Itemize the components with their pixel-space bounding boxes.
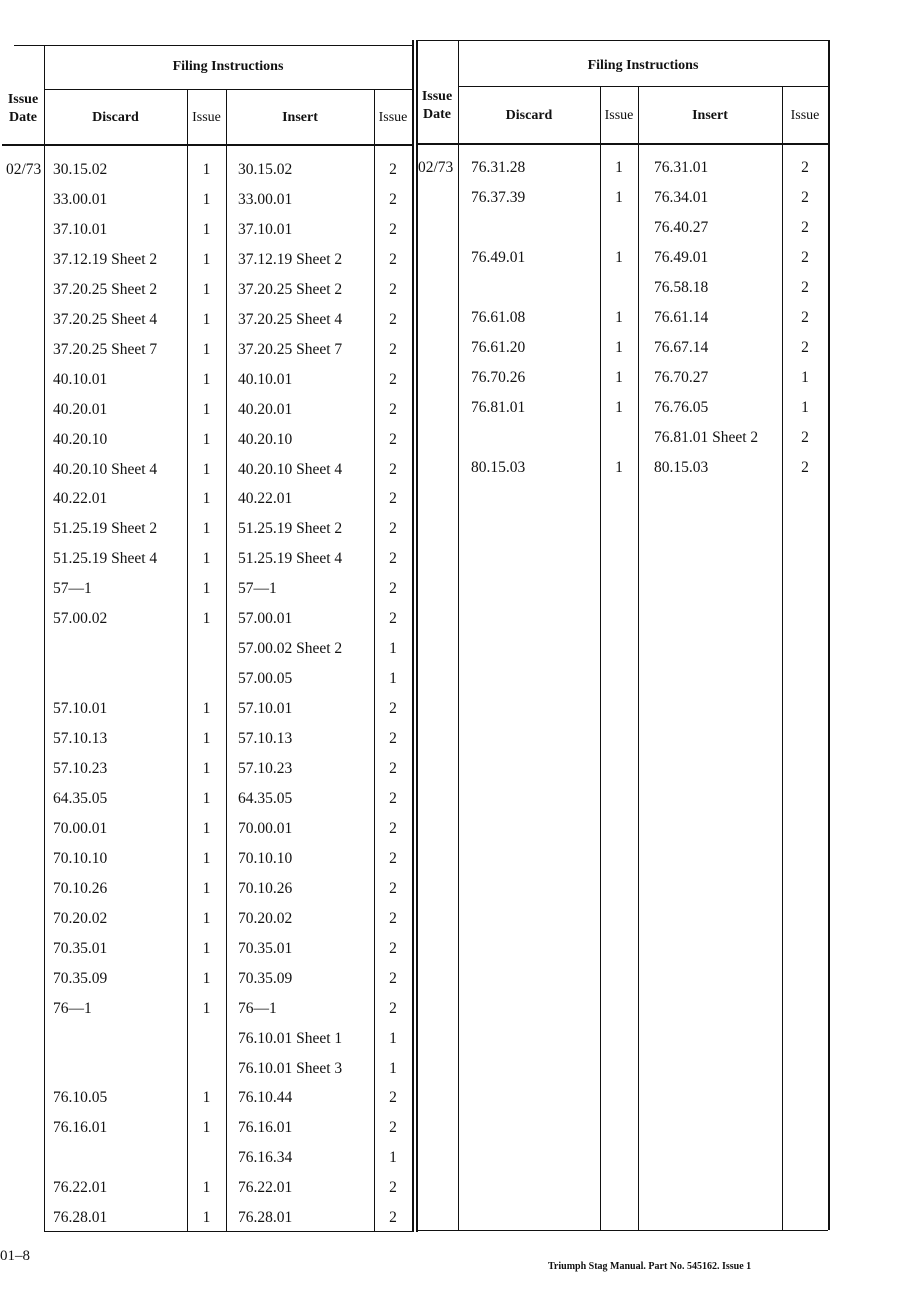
left-insert-issue-cell: 2 <box>389 340 397 358</box>
left-issue-date: 02/73 <box>6 161 42 178</box>
right-col-issue1-rule <box>600 86 601 1230</box>
left-discard-issue-cell: 1 <box>202 250 211 268</box>
left-insert-cell: 57.10.13 <box>238 730 293 748</box>
left-discard-issue-cell: 1 <box>202 760 211 777</box>
left-discard-issue-cell: 1 <box>202 220 211 238</box>
left-discard-cell: 57.10.23 <box>53 760 108 777</box>
left-insert-cell: 57—1 <box>238 580 277 598</box>
left-discard-issue-cell: 1 <box>202 969 211 987</box>
left-table-top-rule <box>14 45 412 46</box>
right-discard-cell: 76.61.08 <box>471 309 526 326</box>
left-discard-cell: 37.20.25 Sheet 2 <box>53 280 158 298</box>
left-discard-cell: 70.10.26 <box>53 879 108 897</box>
right-discard-issue-cell: 1 <box>615 459 623 476</box>
left-insert-cell: 70.10.10 <box>238 849 293 867</box>
left-discard-cell: 76.28.01 <box>53 1209 108 1227</box>
right-insert-issue-cell: 1 <box>801 369 809 386</box>
center-divider-rule-a <box>412 40 414 1232</box>
left-insert-cell: 76—1 <box>238 999 277 1017</box>
left-discard-issue-cell: 1 <box>202 430 211 448</box>
left-issue-date-line1: Issue <box>7 92 39 107</box>
right-discard-heading: Discard <box>505 108 553 123</box>
right-discard-cell: 76.31.28 <box>471 159 526 176</box>
left-insert-cell: 51.25.19 Sheet 4 <box>238 550 343 568</box>
left-discard-cell: 57—1 <box>53 580 92 598</box>
right-insert-cell: 80.15.03 <box>654 459 709 476</box>
left-insert-issue-cell: 2 <box>389 909 397 927</box>
right-table-top-rule <box>416 40 828 41</box>
left-discard-issue-cell: 1 <box>202 610 211 628</box>
left-issue-date-line2: Date <box>9 110 37 125</box>
left-insert-issue-cell: 2 <box>389 789 397 807</box>
right-insert-issue-cell: 2 <box>801 219 809 236</box>
left-insert-issue-cell: 2 <box>389 161 397 178</box>
left-discard-issue-cell: 1 <box>202 340 211 358</box>
left-insert-cell: 40.10.01 <box>238 370 293 388</box>
left-insert-issue-cell: 2 <box>389 490 397 508</box>
left-subheader-rule <box>44 89 412 90</box>
left-insert-issue-cell: 2 <box>389 1089 397 1107</box>
left-insert-issue-cell: 2 <box>389 700 397 718</box>
left-insert-issue-cell: 2 <box>389 520 397 538</box>
right-issue-date-line2: Date <box>423 107 451 122</box>
left-insert-cell: 70.35.09 <box>238 969 293 987</box>
right-discard-cell: 76.49.01 <box>471 249 526 266</box>
left-discard-cell: 30.15.02 <box>53 161 108 178</box>
right-insert-cell: 76.67.14 <box>654 339 709 356</box>
left-header-bottom-rule <box>2 144 412 146</box>
right-insert-issue-cell: 2 <box>801 249 809 266</box>
left-discard-cell: 76.22.01 <box>53 1179 108 1197</box>
left-discard-cell: 70.10.10 <box>53 849 108 867</box>
left-discard-cell: 37.20.25 Sheet 7 <box>53 340 158 358</box>
left-discard-cell: 33.00.01 <box>53 190 108 208</box>
left-insert-issue-cell: 2 <box>389 969 397 987</box>
left-insert-cell: 40.20.10 Sheet 4 <box>238 460 343 478</box>
left-insert-cell: 57.00.02 Sheet 2 <box>238 640 343 658</box>
left-insert-cell: 70.10.26 <box>238 879 293 897</box>
left-insert-issue-cell: 2 <box>389 190 397 208</box>
right-insert-issue-heading: Issue <box>790 108 820 123</box>
left-discard-cell: 76—1 <box>53 999 92 1017</box>
left-discard-cell: 70.35.09 <box>53 969 108 987</box>
left-discard-issue-cell: 1 <box>202 819 211 837</box>
left-insert-cell: 76.10.44 <box>238 1089 293 1107</box>
right-col-date-rule <box>458 40 459 1230</box>
right-insert-heading: Insert <box>692 108 728 123</box>
left-insert-cell: 37.10.01 <box>238 220 293 238</box>
left-insert-issue-cell: 2 <box>389 370 397 388</box>
left-discard-heading: Discard <box>92 110 139 125</box>
left-discard-issue-cell: 1 <box>202 730 211 748</box>
left-insert-issue-cell: 2 <box>389 220 397 238</box>
left-discard-issue-cell: 1 <box>202 1179 211 1197</box>
left-insert-cell: 57.10.01 <box>238 700 293 718</box>
left-insert-cell: 76.16.01 <box>238 1119 293 1137</box>
left-insert-cell: 40.20.10 <box>238 430 293 448</box>
left-discard-issue-cell: 1 <box>202 879 211 897</box>
right-insert-cell: 76.40.27 <box>654 219 709 236</box>
left-insert-issue-cell: 2 <box>389 580 397 598</box>
right-insert-issue-cell: 2 <box>801 189 809 206</box>
left-insert-cell: 51.25.19 Sheet 2 <box>238 520 343 538</box>
right-insert-cell: 76.76.05 <box>654 399 709 416</box>
manual-part-info: Triumph Stag Manual. Part No. 545162. Issue 1 <box>548 1261 752 1272</box>
left-insert-cell: 76.22.01 <box>238 1179 293 1197</box>
left-discard-issue-cell: 1 <box>202 161 211 178</box>
left-insert-issue-cell: 2 <box>389 819 397 837</box>
left-discard-issue-cell: 1 <box>202 520 211 538</box>
left-discard-cell: 64.35.05 <box>53 789 108 807</box>
left-discard-issue-heading: Issue <box>192 110 221 125</box>
left-discard-cell: 76.10.05 <box>53 1089 108 1107</box>
left-insert-cell: 57.10.23 <box>238 760 293 777</box>
left-insert-issue-cell: 2 <box>389 400 397 418</box>
left-insert-cell: 70.00.01 <box>238 819 293 837</box>
right-insert-issue-cell: 2 <box>801 429 809 446</box>
right-issue-date-line1: Issue <box>421 89 453 104</box>
left-discard-issue-cell: 1 <box>202 190 211 208</box>
right-insert-cell: 76.31.01 <box>654 159 709 176</box>
left-insert-cell: 57.00.01 <box>238 610 293 628</box>
right-filing-instructions-heading: Filing Instructions <box>587 58 699 73</box>
right-discard-issue-cell: 1 <box>615 189 623 206</box>
right-insert-issue-cell: 1 <box>801 399 809 416</box>
right-subheader-rule <box>458 86 828 87</box>
left-insert-heading: Insert <box>282 110 318 125</box>
left-insert-cell: 37.20.25 Sheet 2 <box>238 280 343 298</box>
left-discard-cell: 37.20.25 Sheet 4 <box>53 310 158 328</box>
right-issue-date-heading <box>416 88 458 124</box>
left-discard-cell: 40.10.01 <box>53 370 108 388</box>
right-discard-cell: 76.61.20 <box>471 339 526 356</box>
right-insert-issue-cell: 2 <box>801 309 809 326</box>
left-insert-issue-cell: 2 <box>389 939 397 957</box>
left-discard-issue-cell: 1 <box>202 700 211 718</box>
left-insert-issue-cell: 2 <box>389 760 397 777</box>
right-discard-issue-heading: Issue <box>604 108 634 123</box>
right-insert-issue-cell: 2 <box>801 159 809 176</box>
left-insert-issue-cell: 2 <box>389 430 397 448</box>
left-discard-cell: 40.20.10 <box>53 430 108 448</box>
left-insert-cell: 76.16.34 <box>238 1149 293 1167</box>
left-insert-cell: 76.10.01 Sheet 3 <box>238 1059 343 1077</box>
right-header-bottom-rule <box>416 143 828 145</box>
left-discard-issue-cell: 1 <box>202 460 211 478</box>
right-insert-cell: 76.61.14 <box>654 309 709 326</box>
right-discard-cell: 76.37.39 <box>471 189 526 206</box>
left-insert-cell: 40.22.01 <box>238 490 293 508</box>
left-col-issue2-rule <box>374 89 375 1231</box>
left-insert-cell: 30.15.02 <box>238 161 293 178</box>
left-insert-cell: 57.00.05 <box>238 670 293 688</box>
left-discard-cell: 40.22.01 <box>53 490 108 508</box>
left-col-date-rule <box>44 45 45 1231</box>
left-discard-issue-cell: 1 <box>202 999 211 1017</box>
left-insert-cell: 37.20.25 Sheet 7 <box>238 340 343 358</box>
left-discard-issue-cell: 1 <box>202 580 211 598</box>
left-insert-issue-cell: 2 <box>389 849 397 867</box>
left-insert-issue-cell: 2 <box>389 460 397 478</box>
left-discard-issue-cell: 1 <box>202 550 211 568</box>
left-insert-issue-heading: Issue <box>378 110 408 125</box>
right-insert-cell: 76.58.18 <box>654 279 709 296</box>
left-discard-issue-cell: 1 <box>202 939 211 957</box>
right-insert-issue-cell: 2 <box>801 279 809 296</box>
left-discard-cell: 37.10.01 <box>53 220 108 238</box>
left-discard-issue-cell: 1 <box>202 1209 211 1227</box>
right-table-bottom-rule <box>416 1230 828 1231</box>
right-insert-cell: 76.49.01 <box>654 249 709 266</box>
right-insert-cell: 76.70.27 <box>654 369 709 386</box>
left-discard-issue-cell: 1 <box>202 310 211 328</box>
right-insert-issue-cell: 2 <box>801 339 809 356</box>
left-col-insert-rule <box>226 89 227 1231</box>
left-insert-issue-cell: 2 <box>389 310 397 328</box>
center-divider-rule-b <box>416 40 418 1232</box>
left-insert-cell: 70.35.01 <box>238 939 293 957</box>
left-discard-cell: 37.12.19 Sheet 2 <box>53 250 158 268</box>
left-insert-issue-cell: 1 <box>389 1059 397 1077</box>
left-insert-issue-cell: 2 <box>389 1119 397 1137</box>
left-discard-cell: 70.00.01 <box>53 819 108 837</box>
left-discard-cell: 70.20.02 <box>53 909 108 927</box>
left-insert-issue-cell: 2 <box>389 879 397 897</box>
right-discard-cell: 80.15.03 <box>471 459 526 476</box>
left-insert-issue-cell: 1 <box>389 670 397 688</box>
right-discard-issue-cell: 1 <box>615 309 623 326</box>
left-discard-issue-cell: 1 <box>202 1119 211 1137</box>
left-discard-issue-cell: 1 <box>202 400 211 418</box>
left-insert-cell: 37.12.19 Sheet 2 <box>238 250 343 268</box>
page-number: 01–8 <box>0 1248 30 1264</box>
left-insert-issue-cell: 2 <box>389 730 397 748</box>
left-insert-cell: 76.28.01 <box>238 1209 293 1227</box>
left-discard-issue-cell: 1 <box>202 280 211 298</box>
left-insert-cell: 33.00.01 <box>238 190 293 208</box>
left-insert-issue-cell: 2 <box>389 999 397 1017</box>
left-insert-cell: 64.35.05 <box>238 789 293 807</box>
right-discard-issue-cell: 1 <box>615 159 623 176</box>
left-filing-instructions-heading: Filing Instructions <box>172 59 284 74</box>
left-insert-issue-cell: 2 <box>389 1209 397 1227</box>
right-discard-cell: 76.81.01 <box>471 399 526 416</box>
left-insert-issue-cell: 2 <box>389 550 397 568</box>
right-discard-issue-cell: 1 <box>615 399 623 416</box>
left-discard-issue-cell: 1 <box>202 789 211 807</box>
left-discard-issue-cell: 1 <box>202 1089 211 1107</box>
left-insert-cell: 37.20.25 Sheet 4 <box>238 310 343 328</box>
left-insert-cell: 76.10.01 Sheet 1 <box>238 1029 343 1047</box>
left-insert-cell: 70.20.02 <box>238 909 293 927</box>
left-discard-cell: 57.10.01 <box>53 700 108 718</box>
right-discard-cell: 76.70.26 <box>471 369 526 386</box>
right-insert-cell: 76.81.01 Sheet 2 <box>654 429 759 446</box>
right-col-insert-rule <box>638 86 639 1230</box>
left-discard-issue-cell: 1 <box>202 909 211 927</box>
left-insert-issue-cell: 1 <box>389 1029 397 1047</box>
left-discard-cell: 40.20.10 Sheet 4 <box>53 460 158 478</box>
right-table-edge-rule <box>828 40 830 1230</box>
left-discard-cell: 40.20.01 <box>53 400 108 418</box>
right-issue-date: 02/73 <box>418 159 454 176</box>
left-discard-cell: 57.10.13 <box>53 730 108 748</box>
right-discard-issue-cell: 1 <box>615 249 623 266</box>
left-issue-date-heading <box>2 91 44 127</box>
left-insert-issue-cell: 2 <box>389 250 397 268</box>
left-discard-issue-cell: 1 <box>202 490 211 508</box>
left-discard-cell: 51.25.19 Sheet 2 <box>53 520 158 538</box>
left-discard-cell: 70.35.01 <box>53 939 108 957</box>
left-discard-cell: 51.25.19 Sheet 4 <box>53 550 158 568</box>
left-discard-cell: 57.00.02 <box>53 610 108 628</box>
left-insert-issue-cell: 2 <box>389 280 397 298</box>
left-discard-issue-cell: 1 <box>202 849 211 867</box>
left-discard-cell: 76.16.01 <box>53 1119 108 1137</box>
right-insert-issue-cell: 2 <box>801 459 809 476</box>
left-insert-cell: 40.20.01 <box>238 400 293 418</box>
left-insert-issue-cell: 1 <box>389 640 397 658</box>
left-discard-issue-cell: 1 <box>202 370 211 388</box>
left-insert-issue-cell: 1 <box>389 1149 397 1167</box>
left-insert-issue-cell: 2 <box>389 1179 397 1197</box>
right-discard-issue-cell: 1 <box>615 339 623 356</box>
right-insert-cell: 76.34.01 <box>654 189 709 206</box>
left-col-issue1-rule <box>187 89 188 1231</box>
left-table-bottom-rule <box>44 1231 412 1232</box>
left-insert-issue-cell: 2 <box>389 610 397 628</box>
right-discard-issue-cell: 1 <box>615 369 623 386</box>
right-col-issue2-rule <box>782 86 783 1230</box>
